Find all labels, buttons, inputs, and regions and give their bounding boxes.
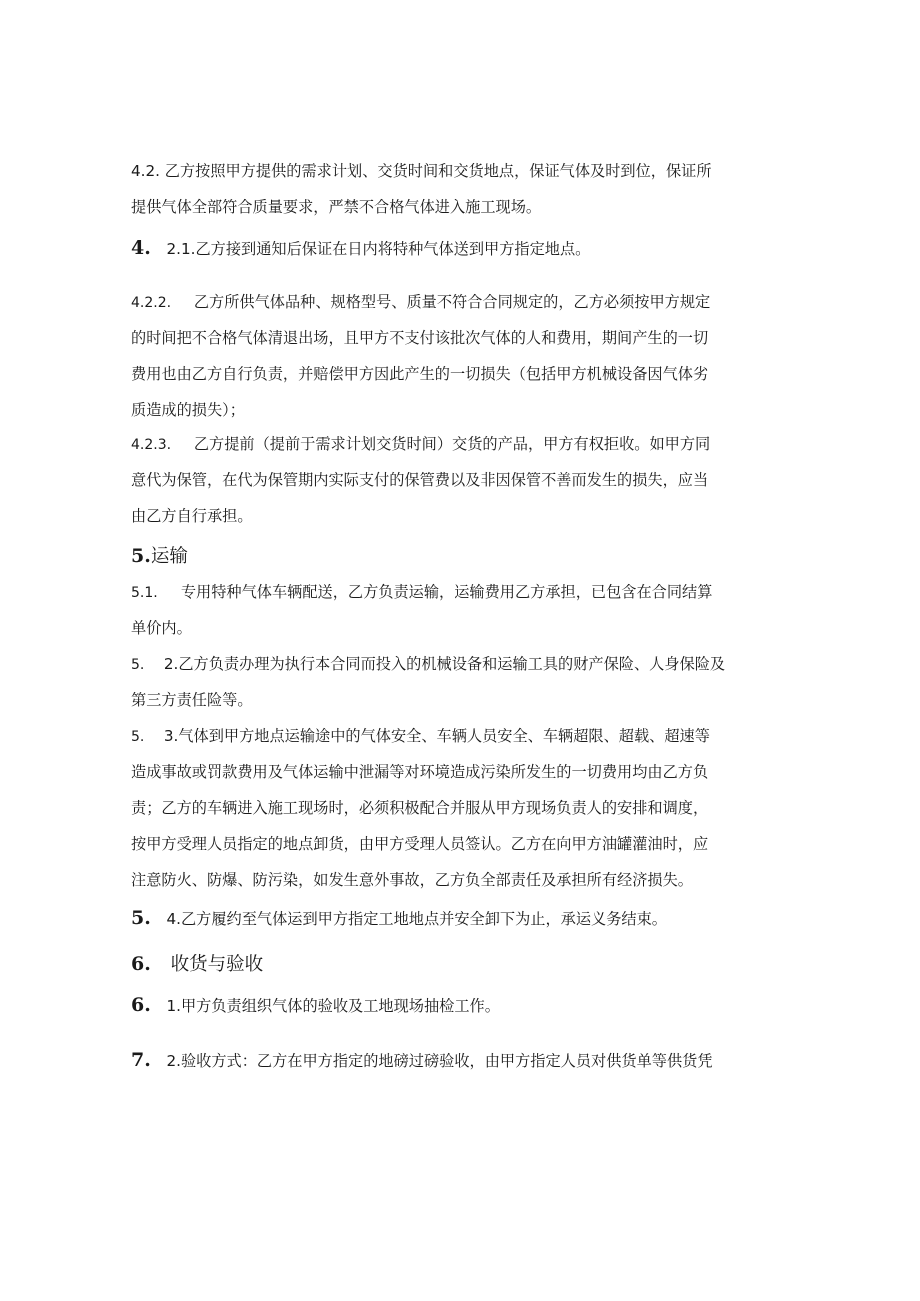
text-line: 意代为保管，在代为保管期内实际支付的保管费以及非因保管不善而发生的损失，应当 [131,471,709,489]
text-line: 单价内。 [131,619,192,637]
section-title: 运输 [150,546,188,567]
paragraph-5-2 [131,646,791,718]
clause-number: 4. [131,237,151,259]
clause-number: 5.1. [131,585,158,601]
text-line: 第三方责任险等。 [131,691,253,709]
text-line: 质造成的损失）； [131,401,245,419]
clause-text: 乙方提前（提前于需求计划交货时间）交货的产品，甲方有权拒收。如甲方同 [193,435,711,453]
section-heading-5 [131,538,791,574]
clause-number: 4.2.2. [131,295,172,311]
text-line: 按甲方受理人员指定的地点卸货，由甲方受理人员签认。乙方在向甲方油罐灌油时，应 [131,835,709,853]
text-line: 责；乙方的车辆进入施工现场时，必须积极配合并服从甲方现场负责人的安排和调度， [131,799,709,817]
clause-number: 7. [131,1049,151,1071]
clause-number: 5. [131,729,145,745]
clause-text: 2.验收方式：乙方在甲方指定的地磅过磅验收，由甲方指定人员对供货单等供货凭 [166,1052,713,1070]
clause-text: 4.乙方履约至气体运到甲方指定工地地点并安全卸下为止，承运义务结束。 [166,910,667,928]
section-number: 5. [131,545,151,567]
text-line: 提供气体全部符合质量要求，严禁不合格气体进入施工现场。 [131,198,542,216]
clause-number: 5. [131,907,151,929]
text-line: 4.2. 乙方按照甲方提供的需求计划、交货时间和交货地点，保证气体及时到位，保证所 [131,162,712,180]
paragraph-7-2 [131,1042,791,1078]
text-line: 费用也由乙方自行负责，并赔偿甲方因此产生的一切损失（包括甲方机械设备因气体劣 [131,365,709,383]
clause-text: 专用特种气体车辆配送，乙方负责运输，运输费用乙方承担，已包含在合同结算 [180,583,713,601]
clause-number: 5. [131,657,145,673]
clause-number: 6. [131,994,151,1016]
text-line: 的时间把不合格气体清退出场，且甲方不支付该批次气体的人和费用，期间产生的一切 [131,329,709,347]
section-heading-6 [131,946,791,982]
paragraph-6-1 [131,987,791,1023]
paragraph-4-2-1 [131,230,791,266]
clause-text: 2.1.乙方接到通知后保证在日内将特种气体送到甲方指定地点。 [166,240,591,258]
paragraph-4-2 [131,153,791,225]
clause-number: 4.2.3. [131,437,172,453]
paragraph-5-4 [131,900,791,936]
paragraph-4-2-2 [131,284,791,428]
section-title: 收货与验收 [170,954,264,975]
section-number: 6. [131,953,151,975]
text-line: 造成事故或罚款费用及气体运输中泄漏等对环境造成污染所发生的一切费用均由乙方负 [131,763,709,781]
clause-text: 1.甲方负责组织气体的验收及工地现场抽检工作。 [166,997,500,1015]
text-line: 注意防火、防爆、防污染，如发生意外事故，乙方负全部责任及承担所有经济损失。 [131,871,693,889]
paragraph-5-3 [131,718,791,898]
paragraph-4-2-3 [131,426,791,534]
text-line: 由乙方自行承担。 [131,507,253,525]
clause-text: 乙方所供气体品种、规格型号、质量不符合合同规定的，乙方必须按甲方规定 [193,293,711,311]
clause-text: 2.乙方负责办理为执行本合同而投入的机械设备和运输工具的财产保险、人身保险及 [163,655,726,673]
paragraph-5-1 [131,574,791,646]
clause-text: 3.气体到甲方地点运输途中的气体安全、车辆人员安全、车辆超限、超载、超速等 [163,727,710,745]
